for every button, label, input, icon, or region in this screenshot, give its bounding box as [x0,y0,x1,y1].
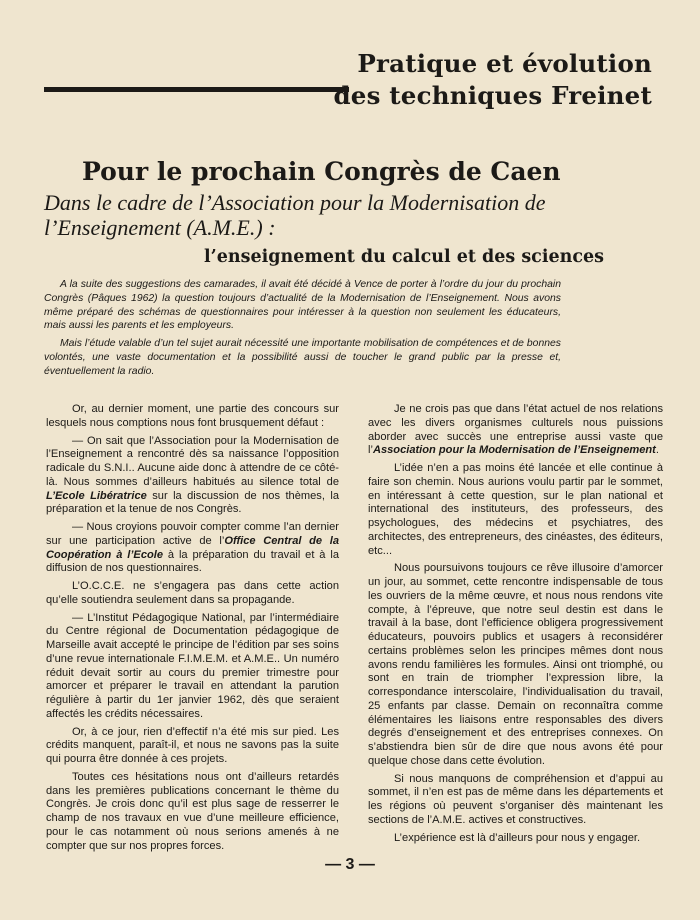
intro-paragraph: Mais l’étude valable d’un tel sujet aurait nécessité une importante mobilisation de compétences et de bonnes volontés, une vaste documentation et la possibilité aussi de toucher le grand public par la presse et, éventuellement la radio. [44,338,561,377]
paragraph [46,521,339,576]
intro-paragraph: A la suite des suggestions des camarades, il avait été décidé à Vence de porter à l’ordre du jour du prochain Congrès (Pâques 1962) la question toujours d’actualité de la Modernisation de l’Enseignement. Nous avons même préparé des schémas de questionnaires pour intéresser à la question non seulement les éducateurs, mais aussi les parents et les employeurs. [44,279,561,332]
paragraph: Si nous manquons de compréhension et d’appui au sommet, il n’en est pas de même dans les départements et les régions où peuvent s’organiser dès maintenant les sections de l’A.M.E. actives et constructives. [368,772,663,826]
paragraph: Toutes ces hésitations nous ont d’ailleurs retardés dans les premières publications concernant le thème du Congrès. Je crois donc qu’il est plus sage de resserrer le champ de nos travaux en vue d’une meilleure efficience, pour le cas notamment où nous serions amenés à ne compter que sur nos propres forces. [46,770,339,852]
paragraph: Or, au dernier moment, une partie des concours sur lesquels nous comptions nous font brusquement défaut : [46,403,339,429]
paragraph-text: Je ne crois pas que dans l’état actuel de nos relations avec les divers organismes culturels nous puissions aborder avec succès une entreprise aussi vaste que l’ [368,403,663,457]
paragraph-text: à la préparation du travail et à la diffusion de nos questionnaires. [46,548,339,575]
paragraph-text: — On sait que l’Association pour la Modernisation de l’Enseignement a rencontré dès sa naissance l’opposition radicale du S.N.I.. Aucune aide donc à attendre de ce côté-là. Nous sommes d’ailleurs habitués au silence total de [46,434,339,488]
paragraph: L’expérience est là d’ailleurs pour nous y engager. [394,831,641,844]
body-column-left [46,403,339,857]
paragraph-text: — Nous croyions pouvoir compter comme l’an dernier sur une participation active de l’ [46,521,339,547]
paragraph-text: . [655,444,659,457]
paragraph: Nous poursuivons toujours ce rêve illusoire d’amorcer un jour, au sommet, cette rencontre indispensable de tous les ouvriers de la même œuvre, et nous nous rendons vite compte, à l’épreuve, que notre seul destin est dans le travail à la base, dont l’efficience obligera progressivement éducateurs, pouvoirs publics et usagers à reconsidérer certains problèmes selon les principes mêmes dont nous avons rendu familières les formules. Ainsi ont triomphé, ou sont en train de triompher l’expression libre, la correspondance interscolaire, l’individualisation du travail, 25 enfants par classe. Demain on reconnaîtra comme élémentaires les liaisons entre responsables des divers degrés d’enseignement et des entreprises connexes. On s’abstiendra bien sûr de dire que nous avons été pour quelque chose dans cette évolution. [368,562,663,767]
article-title: Pour le prochain Congrès de Caen [82,157,561,186]
section-header [333,48,652,112]
page-number: — 3 — [325,856,375,873]
paragraph [46,435,339,518]
emphasis: Association pour la Modernisation de l’Enseignement [372,444,656,457]
paragraph [368,403,663,458]
paragraph: L’idée n’en a pas moins été lancée et elle continue à faire son chemin. Nous aurions voulu partir par le sommet, en intéressant à cette question, sur le plan national et international des instituteurs, des professeurs, des psychologues, des médecins et psychiatres, des architectes, des entrepreneurs, des cinéastes, des éditeurs, etc... [368,462,663,557]
emphasis: L’Ecole Libératrice [46,489,147,502]
paragraph-text: sur la discussion de nos thèmes, la préparation et la tenue de nos Congrès. [46,489,339,516]
header-rule [44,87,349,92]
article-subheading: l’enseignement du calcul et des sciences [204,247,604,267]
body-column-right [368,403,663,849]
paragraph: Or, à ce jour, rien d’effectif n’a été mis sur pied. Les crédits manquent, paraît-il, et nous ne savons pas la suite qui pourra être donnée à ces projets. [46,725,339,765]
emphasis: Office Central de la Coopération à l’Ecole [46,534,340,561]
article-subtitle: Dans le cadre de l’Association pour la Modernisation de l’Enseignement (A.M.E.) : [44,190,546,240]
section-header-line1: Pratique et évolution [357,49,652,78]
paragraph: L’O.C.C.E. ne s’engagera pas dans cette action qu’elle soutiendra seulement dans sa propagande. [46,580,339,606]
section-header-line2: des techniques Freinet [333,81,652,110]
intro-block [44,278,561,383]
paragraph: — L’Institut Pédagogique National, par l’intermédiaire du Centre régional de Documentation pédagogique de Marseille avait accepté le principe de l’édition par ses soins d’une revue internationale F.I.M.E.M. et A.M.E.. Un numéro réduit devait sortir au cours du premier trimestre pour amorcer et préparer le travail en attendant la parution régulière à partir du 1er janvier 1962, dès que seraient affectés les crédits nécessaires. [46,611,339,720]
